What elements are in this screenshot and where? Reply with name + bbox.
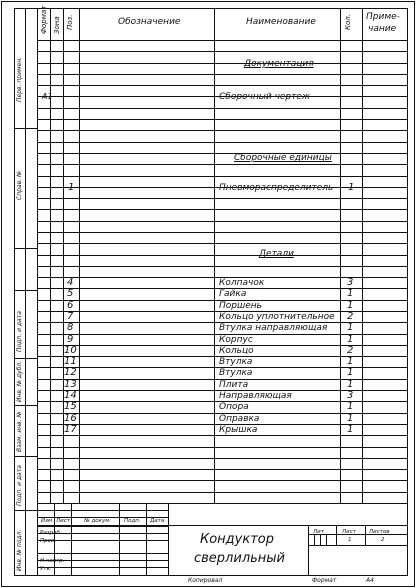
tb-utv: Утв. — [40, 566, 52, 572]
row-qty: 1 — [347, 367, 354, 378]
row-qty: 1 — [348, 182, 355, 193]
row-qty: 1 — [347, 401, 354, 412]
tb-title-1: Кондуктор — [200, 532, 274, 547]
row-name: Кольцо — [219, 346, 254, 356]
row-rule — [37, 480, 408, 481]
title-block-rule — [37, 525, 408, 526]
section-documentation: Документация — [244, 59, 314, 69]
row-name: Втулка направляющая — [219, 323, 328, 333]
title-block-rule — [37, 567, 168, 568]
row-rule — [37, 119, 408, 120]
row-pos: 13 — [64, 379, 77, 390]
margin-label-inv-dubl: Инв. № дубл. — [16, 360, 23, 402]
row-qty: 1 — [347, 379, 354, 390]
row-pos: 8 — [67, 322, 74, 333]
tb-lit: Лит — [313, 529, 324, 535]
row-name: Оправка — [219, 414, 260, 424]
row-name: Кольцо уплотнительное — [219, 312, 335, 322]
row-rule — [37, 492, 408, 493]
row-qty: 3 — [347, 390, 354, 401]
row-rule — [37, 142, 408, 143]
section-details: Детали — [259, 249, 294, 259]
column-rule — [79, 8, 80, 503]
tb-podp: Подп. — [124, 518, 141, 524]
tb-prov: Пров. — [40, 538, 56, 544]
margin-sep-4 — [14, 358, 37, 359]
row-qty: 1 — [347, 356, 354, 367]
margin-label-podp-data-2: Подп. и дата — [16, 465, 23, 506]
header-qty: Кол. — [344, 14, 352, 30]
title-block-rule — [326, 534, 327, 545]
row-name: Опора — [219, 402, 249, 412]
title-block-rule — [314, 534, 315, 545]
frame-left — [37, 8, 38, 576]
row-rule — [37, 435, 408, 436]
tb-razrab: Разраб. — [40, 530, 62, 536]
header-pos: Поз. — [66, 14, 74, 30]
row-qty: 1 — [347, 424, 354, 435]
title-block-rule — [308, 545, 407, 546]
margin-inner-edge — [25, 8, 26, 576]
row-rule — [37, 255, 408, 256]
row-format: А1 — [42, 92, 53, 101]
row-rule — [37, 198, 408, 199]
section-assembly-units: Сборочные единицы — [234, 153, 332, 163]
row-rule — [37, 164, 408, 165]
row-pos: 9 — [67, 334, 74, 345]
row-pos: 11 — [64, 356, 77, 367]
row-name: Колпачок — [219, 278, 265, 288]
row-rule — [37, 51, 408, 52]
title-block-rule — [320, 534, 321, 545]
row-qty: 2 — [347, 311, 354, 322]
title-block-rule — [37, 510, 168, 511]
margin-sep-7 — [14, 510, 37, 511]
row-rule — [37, 232, 408, 233]
row-rule — [37, 74, 408, 75]
row-name: Втулка — [219, 368, 253, 378]
row-rule — [37, 209, 408, 210]
row-rule — [37, 130, 408, 131]
footer-format: Формат — [312, 577, 337, 584]
row-qty: 1 — [347, 288, 354, 299]
header-rule — [37, 40, 408, 41]
header-designation: Обозначение — [118, 17, 181, 27]
header-note-2: чание — [368, 24, 397, 34]
row-rule — [37, 108, 408, 109]
row-name: Корпус — [219, 335, 253, 345]
title-block-rule — [119, 503, 120, 575]
row-qty: 3 — [347, 277, 354, 288]
margin-label-vzam-inv: Взам. инв. № — [16, 411, 23, 452]
title-block-rule — [71, 503, 72, 575]
row-rule — [37, 447, 408, 448]
tb-izm: Изм — [41, 518, 53, 524]
header-zone: Зона — [53, 16, 61, 34]
row-rule — [37, 243, 408, 244]
row-name: Сборочный чертеж — [219, 92, 311, 102]
tb-list: Лист — [56, 518, 70, 524]
row-pos: 7 — [67, 311, 74, 322]
row-pos: 17 — [64, 424, 77, 435]
row-rule — [37, 153, 408, 154]
margin-sep-3 — [14, 290, 37, 291]
row-qty: 2 — [347, 345, 354, 356]
margin-label-sprav-no: Справ. № — [16, 170, 23, 200]
row-rule — [37, 85, 408, 86]
tb-sheets: Листов — [369, 529, 390, 535]
title-block-rule — [37, 526, 168, 527]
row-qty: 1 — [347, 334, 354, 345]
column-rule — [214, 8, 215, 503]
outer-border-left — [1, 1, 2, 587]
footer-format-val: А4 — [366, 577, 374, 584]
tb-data: Дата — [150, 518, 165, 524]
margin-bottom — [14, 575, 37, 576]
tb-title-2: сверлильный — [194, 551, 285, 566]
row-name: Гайка — [219, 289, 247, 299]
row-qty: 1 — [347, 413, 354, 424]
tb-sheet-val: 1 — [348, 537, 352, 543]
header-format: Формат — [40, 5, 48, 34]
row-name: Направляющая — [219, 391, 292, 401]
tb-no-dokum: № докум. — [84, 518, 112, 524]
row-rule — [37, 469, 408, 470]
row-name: Пневмораспределитель — [219, 183, 334, 193]
margin-label-perv-primen: Перв. примен. — [16, 56, 23, 102]
row-rule — [37, 63, 408, 64]
row-rule — [37, 266, 408, 267]
row-pos: 15 — [64, 401, 77, 412]
title-block-rule — [168, 503, 169, 575]
margin-sep-5 — [14, 405, 37, 406]
tb-n-kontr: Н.контр. — [40, 558, 65, 564]
frame-bottom — [37, 575, 408, 576]
header-note-1: Приме- — [366, 12, 400, 22]
row-name: Поршень — [219, 301, 262, 311]
margin-sep-2 — [14, 248, 37, 249]
tb-sheets-val: 2 — [381, 537, 385, 543]
title-block-rule — [37, 553, 168, 554]
margin-left-edge — [14, 8, 15, 576]
margin-sep-1 — [14, 128, 37, 129]
row-pos: 12 — [64, 367, 77, 378]
row-name: Втулка — [219, 357, 253, 367]
outer-border-top — [1, 1, 415, 2]
title-block-rule — [308, 525, 309, 575]
row-rule — [37, 221, 408, 222]
margin-sep-6 — [14, 456, 37, 457]
column-rule — [362, 8, 363, 503]
row-name: Крышка — [219, 425, 258, 435]
margin-top — [14, 8, 37, 9]
row-name: Плита — [219, 380, 249, 390]
row-qty: 1 — [347, 300, 354, 311]
tb-sheet: Лист — [342, 529, 356, 535]
frame-right — [407, 8, 408, 576]
outer-border-right — [414, 1, 415, 587]
margin-label-inv-podl: Инв. № подл. — [16, 529, 23, 571]
title-block-rule — [146, 503, 147, 575]
row-pos: 16 — [64, 413, 77, 424]
column-rule — [50, 8, 51, 503]
column-rule — [340, 8, 341, 503]
title-block-rule — [336, 525, 337, 545]
row-pos: 14 — [64, 390, 77, 401]
row-rule — [37, 176, 408, 177]
title-block-rule — [37, 540, 168, 541]
outer-border-bottom — [1, 586, 415, 587]
title-block-rule — [37, 503, 408, 504]
row-pos: 1 — [68, 182, 75, 193]
row-pos: 10 — [64, 345, 77, 356]
frame-top — [37, 8, 408, 9]
title-block-rule — [365, 525, 366, 545]
row-pos: 5 — [67, 288, 74, 299]
margin-label-podp-data-1: Подп. и дата — [16, 311, 23, 352]
row-qty: 1 — [347, 322, 354, 333]
row-rule — [37, 458, 408, 459]
header-name: Наименование — [246, 17, 316, 27]
row-pos: 6 — [67, 300, 74, 311]
footer-copied: Копировал — [188, 577, 223, 584]
row-pos: 4 — [67, 277, 74, 288]
